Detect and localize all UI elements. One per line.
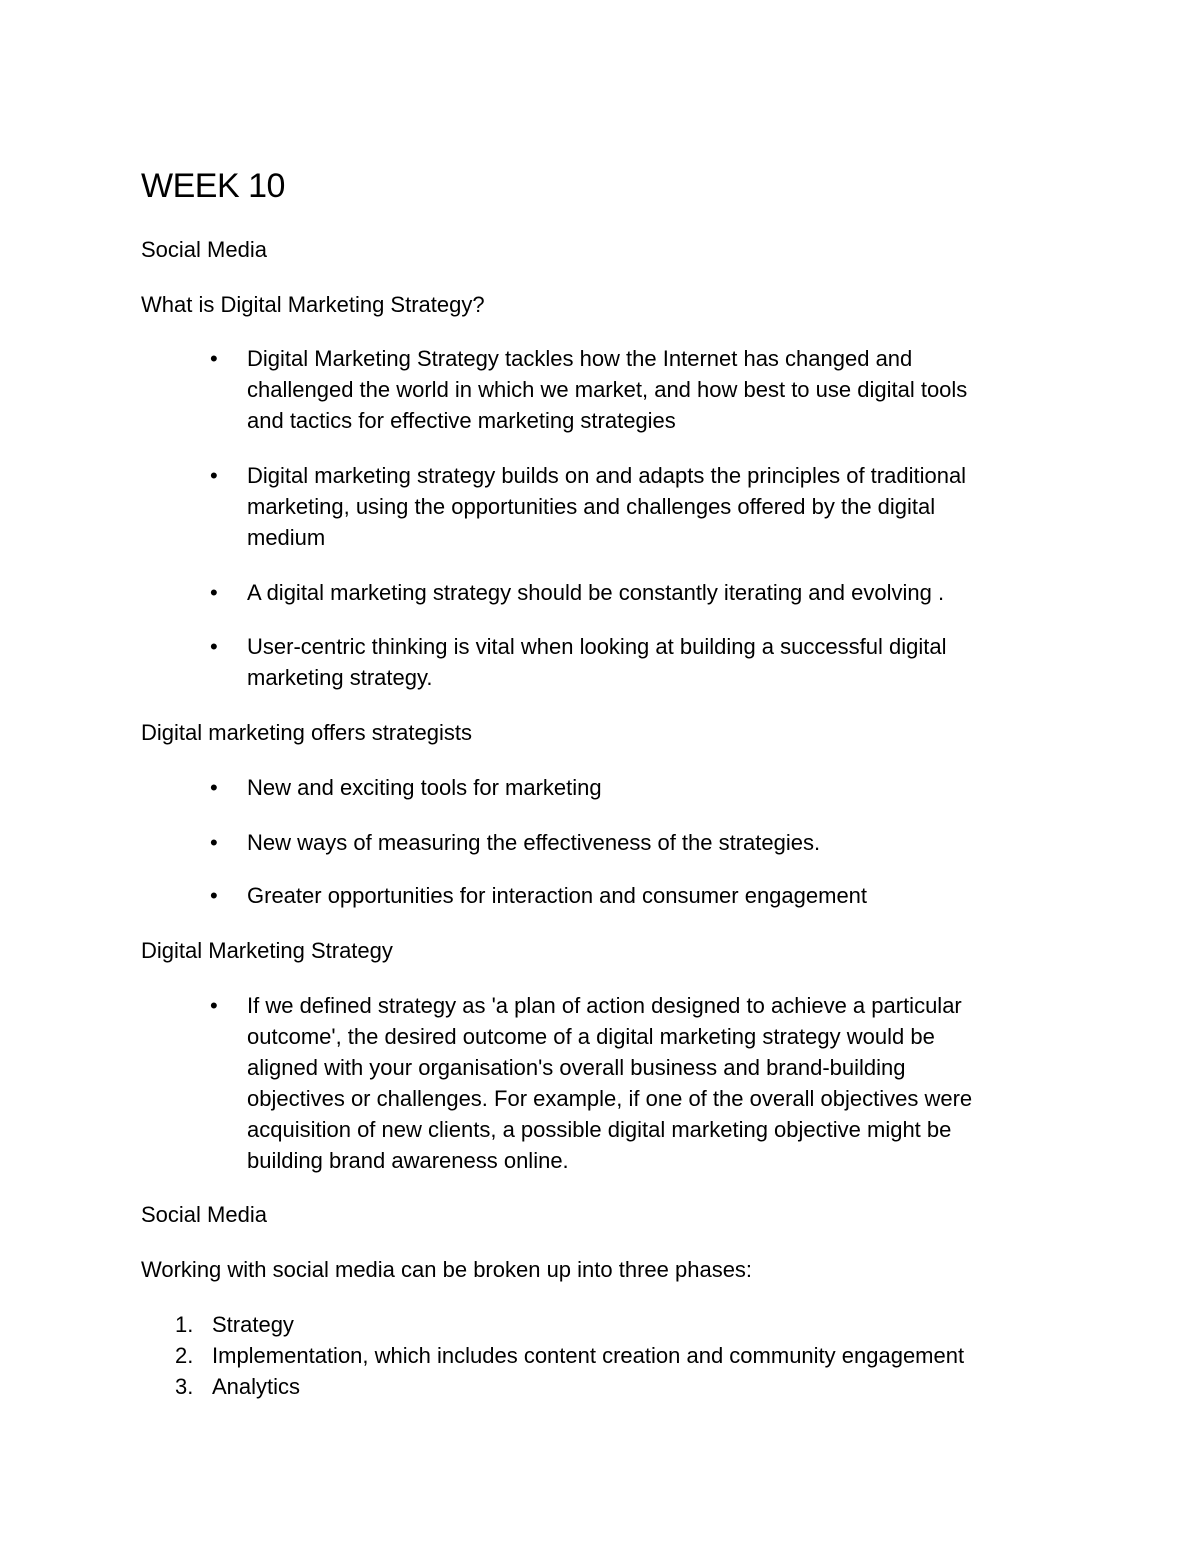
bullet-line: outcome', the desired outcome of a digital marketing strategy would be [247,1024,935,1049]
bullet-line: If we defined strategy as 'a plan of action designed to achieve a particular [247,993,962,1018]
bullet-line: aligned with your organisation's overall business and brand-building [247,1055,906,1080]
phase-number: 1. [175,1312,194,1337]
bullet-line: marketing, using the opportunities and challenges offered by the digital [247,494,936,519]
phase-number: 3. [175,1374,194,1399]
bullet-text [247,990,1037,1176]
bullet-line: Digital marketing strategy builds on and adapts the principles of traditional [247,463,967,488]
bullet-line: User-centric thinking is vital when looking at building a successful digital [247,634,947,659]
bullet-line: and tactics for effective marketing strategies [247,408,676,433]
bullet-marker: • [210,580,218,605]
bullet-line: Digital Marketing Strategy tackles how the Internet has changed and [247,346,913,371]
bullet-text [247,631,1037,693]
bullet-text [247,880,1037,911]
bullet-marker: • [210,883,218,908]
bullet-marker: • [210,775,218,800]
bullet-text [247,772,1037,803]
bullet-line: acquisition of new clients, a possible digital marketing objective might be [247,1117,952,1142]
section-heading-social-media: Social Media [141,1202,267,1227]
bullet-line: New and exciting tools for marketing [247,775,602,800]
bullet-line: medium [247,525,326,550]
bullet-line: A digital marketing strategy should be constantly iterating and evolving . [247,580,945,605]
offers-heading: Digital marketing offers strategists [141,720,472,745]
phase-number: 2. [175,1343,194,1368]
question-heading: What is Digital Marketing Strategy? [141,292,485,317]
bullet-line: objectives or challenges. For example, if one of the overall objectives were [247,1086,973,1111]
phases-intro: Working with social media can be broken up into three phases: [141,1257,753,1282]
phase-text: Strategy [212,1312,294,1337]
bullet-text [247,460,1037,553]
bullet-marker: • [210,346,218,371]
bullet-marker: • [210,830,218,855]
bullet-marker: • [210,463,218,488]
bullet-text [247,827,1037,858]
bullet-line: challenged the world in which we market, and how best to use digital tools [247,377,968,402]
page-title: WEEK 10 [141,167,285,205]
bullet-line: building brand awareness online. [247,1148,569,1173]
bullet-line: Greater opportunities for interaction and consumer engagement [247,883,868,908]
bullet-text [247,577,1037,608]
dms-heading: Digital Marketing Strategy [141,938,393,963]
bullet-line: New ways of measuring the effectiveness of the strategies. [247,830,821,855]
phase-text: Analytics [212,1374,301,1399]
bullet-text [247,343,1037,436]
bullet-line: marketing strategy. [247,665,433,690]
bullet-marker: • [210,634,218,659]
phase-text: Implementation, which includes content creation and community engagement [212,1343,965,1368]
section-heading-social-media: Social Media [141,237,267,262]
bullet-marker: • [210,993,218,1018]
